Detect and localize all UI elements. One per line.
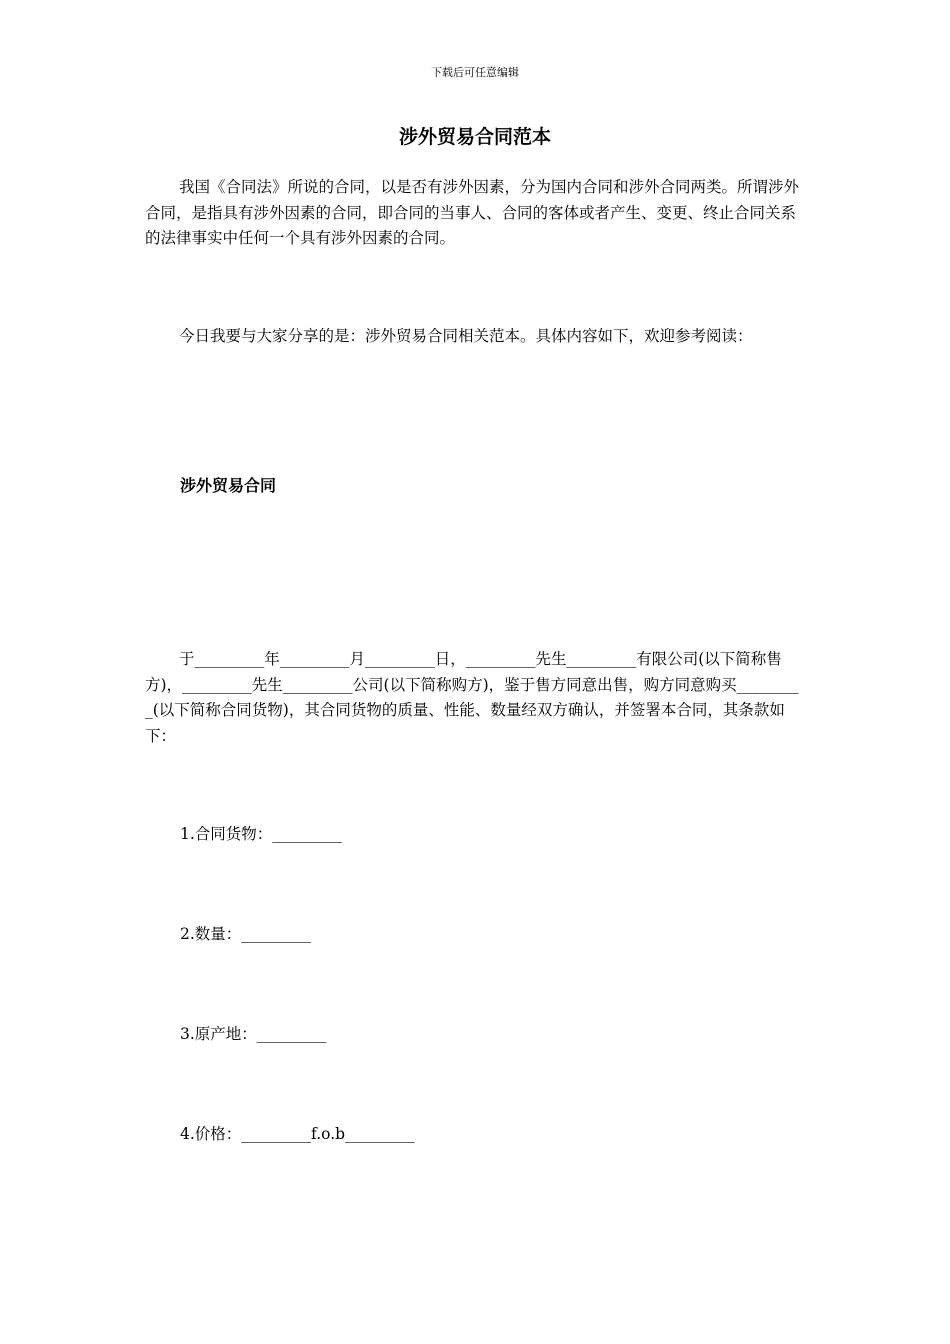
share-paragraph: 今日我要与大家分享的是：涉外贸易合同相关范本。具体内容如下，欢迎参考阅读： [179, 327, 753, 345]
header-note: 下载后可任意编辑 [431, 66, 519, 79]
clause-goods: 1.合同货物：_________ [180, 825, 343, 843]
section-title: 涉外贸易合同 [180, 476, 277, 495]
clause-origin: 3.原产地：_________ [180, 1025, 327, 1043]
document-title: 涉外贸易合同范本 [398, 126, 551, 148]
clause-price: 4.价格：_________f.o.b_________ [180, 1125, 415, 1143]
clause-quantity: 2.数量：_________ [180, 925, 312, 943]
contract-preamble: 于_________年_________月_________日，_________先生_________有限公司(以下简称售方)，_________先生_________公司(以下简称购方)，鉴于售方同意出售，购方同意购买_________(以下简称合同货物)，其合同货物的质量、性能、数量经双方确认，并签署本合同，其条款如下： [145, 650, 799, 745]
intro-paragraph: 我国《合同法》所说的合同，以是否有涉外因素，分为国内合同和涉外合同两类。所谓涉外合同，是指具有涉外因素的合同，即合同的当事人、合同的客体或者产生、变更、终止合同关系的法律事实中任何一个具有涉外因素的合同。 [145, 178, 800, 247]
